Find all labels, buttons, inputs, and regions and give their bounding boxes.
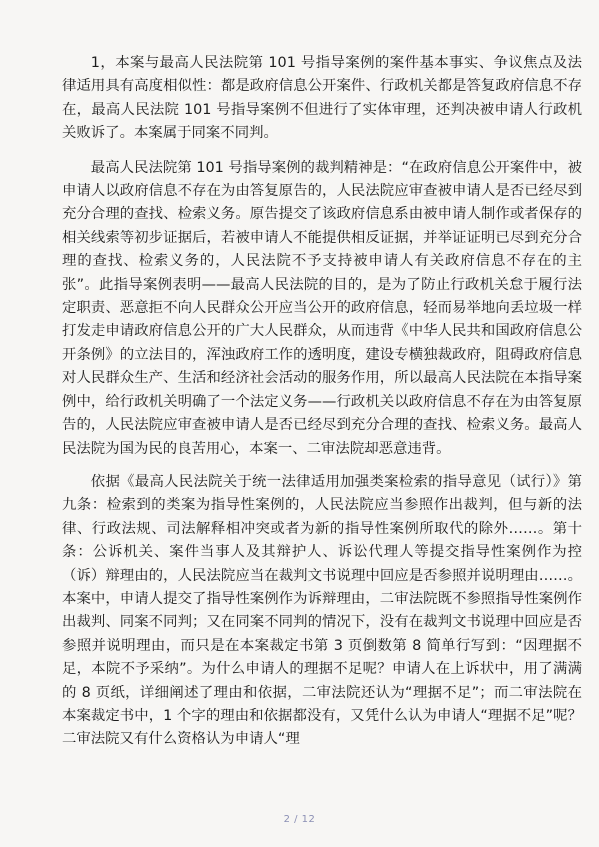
- paragraph-case-similarity: 1，本案与最高人民法院第 101 号指导案例的案件基本事实、争议焦点及法律适用具有高度相似性：都是政府信息公开案件、行政机关都是答复政府信息不存在，最高人民法院 101 号指导案例不但进行了实体审理，还判决被申请人行政机关败诉了。本案属于同案不同判。: [62, 55, 582, 142]
- page-number: 2 / 12: [283, 814, 316, 825]
- paragraph-legal-basis: 依据《最高人民法院关于统一法律适用加强类案检索的指导意见（试行）》第九条：检索到的类案为指导性案例的，人民法院应当参照作出裁判，但与新的法律、行政法规、司法解释相冲突或者为新的指导性案例所取代的除外……。第十条：公诉机关、案件当事人及其辩护人、诉讼代理人等提交指导性案例作为控（诉）辩理由的，人民法院应当在裁判文书说理中回应是否参照并说明理由……。本案中，申请人提交了指导性案例作为诉辩理由，二审法院既不参照指导性案例作出裁判、同案不同判；又在同案不同判的情况下，没有在裁判文书说理中回应是否参照并说明理由，而只是在本案裁定书第 3 页倒数第 8 简单行写到：“因理据不足，本院不予采纳”。为什么申请人的理据不足呢？申请人在上诉状中，用了满满的 8 页纸，详细阐述了理由和依据，二审法院还认为“理据不足”；而二审法院在本案裁定书中，1 个字的理由和依据都没有，又凭什么认为申请人“理据不足”呢？二审法院又有什么资格认为申请人“理: [62, 473, 582, 748]
- paragraph-guiding-case-101: 最高人民法院第 101 号指导案例的裁判精神是：“在政府信息公开案件中，被申请人以政府信息不存在为由答复原告的，人民法院应审查被申请人是否已经尽到充分合理的查找、检索义务。原告提交了该政府信息系由被申请人制作或者保存的相关线索等初步证据后，若被申请人不能提供相反证据，并举证证明已尽到充分合理的查找、检索义务的，人民法院不予支持被申请人有关政府信息不存在的主张”。此指导案例表明——最高人民法院的目的，是为了防止行政机关怠于履行法定职责、恶意拒不向人民群众公开应当公开的政府信息，轻而易举地向丢垃圾一样打发走申请政府信息公开的广大人民群众，从而违背《中华人民共和国政府信息公开条例》的立法目的，浑浊政府工作的透明度，建设专横独裁政府，阻碍政府信息对人民群众生产、生活和经济社会活动的服务作用，所以最高人民法院在本指导案例中，给行政机关明确了一个法定义务——行政机关以政府信息不存在为由答复原告的，人民法院应审查被申请人是否已经尽到充分合理的查找、检索义务。最高人民法院为国为民的良苦用心，本案一、二审法院却恶意违背。: [62, 159, 582, 457]
- document-body: [62, 52, 582, 752]
